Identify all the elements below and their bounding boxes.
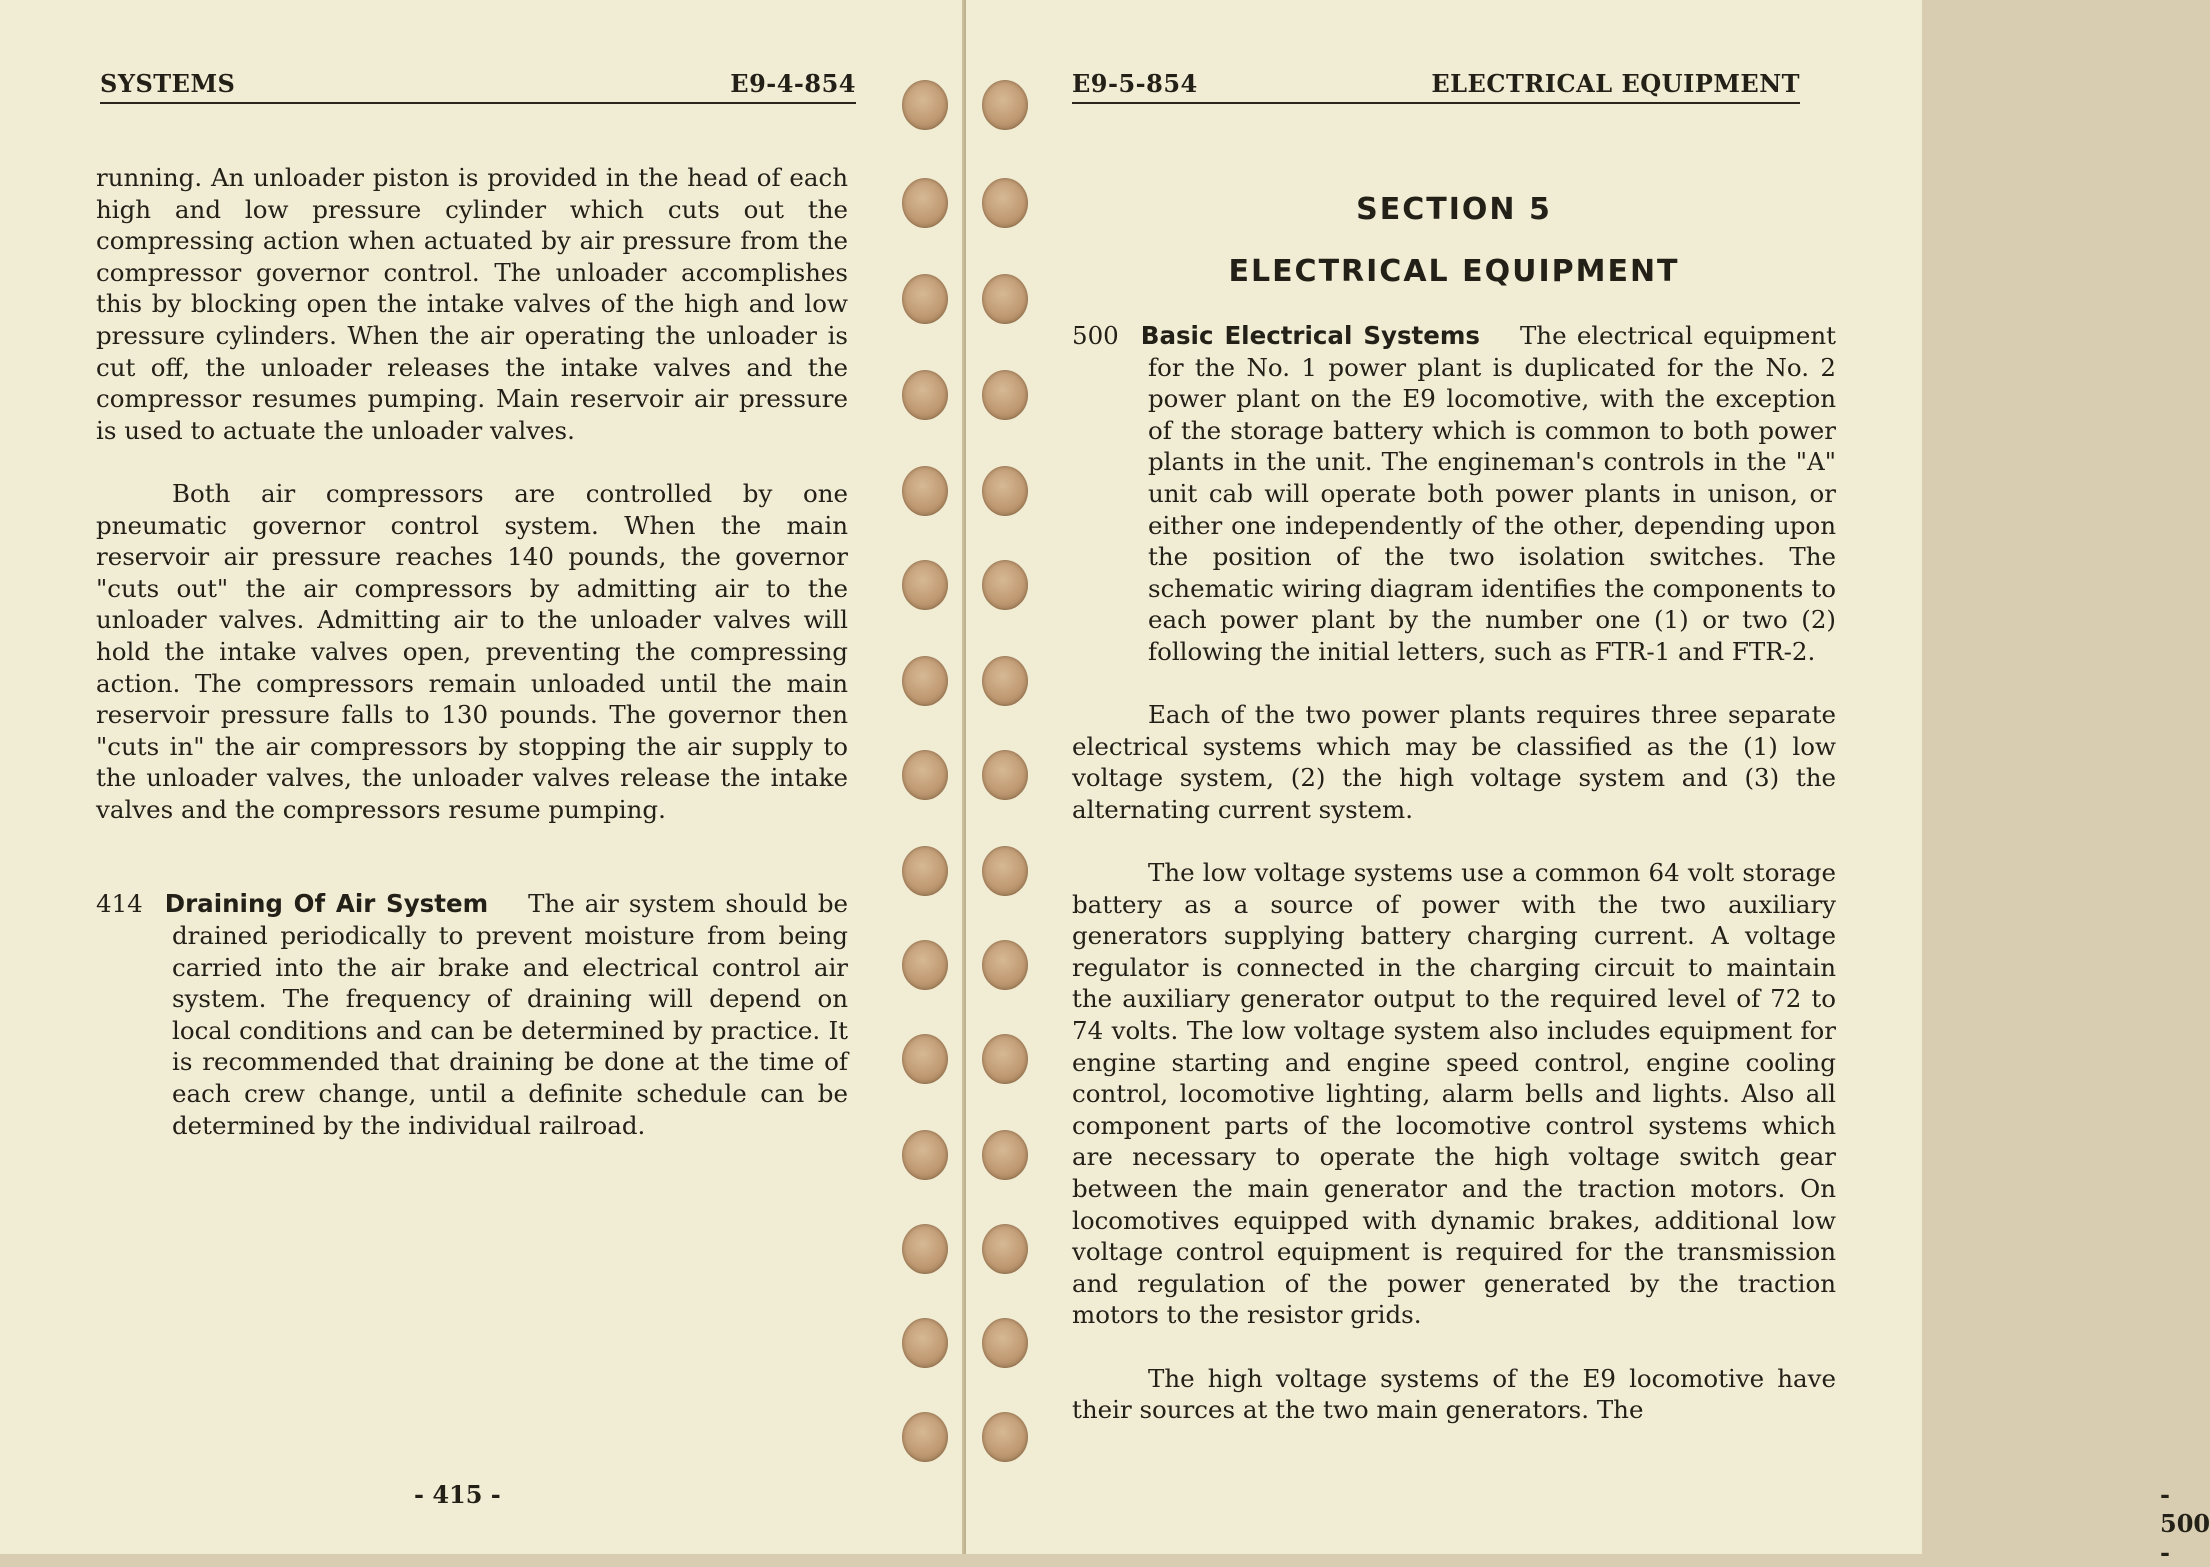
systems-paragraph: Each of the two power plants requires three separate electrical systems which may be classified as the (1) low voltage system, (2) the high voltage system and (3) the alternating current system. <box>1072 700 1836 824</box>
binder-hole <box>982 274 1028 324</box>
left-binder-holes <box>902 0 952 1554</box>
high-voltage-paragraph: The high voltage systems of the E9 locomotive have their sources at the two main generators. The <box>1072 1363 1836 1425</box>
section-500-number: 500 <box>1072 321 1119 350</box>
section-500-title: Basic Electrical Systems <box>1140 321 1480 350</box>
right-page-body <box>1072 190 1836 1426</box>
binder-hole <box>902 846 948 896</box>
binder-hole <box>982 466 1028 516</box>
binder-hole <box>982 560 1028 610</box>
binder-hole <box>902 750 948 800</box>
section-414-paragraph <box>96 888 848 1141</box>
binder-hole <box>982 1130 1028 1180</box>
binder-hole <box>902 466 948 516</box>
right-header-code: E9-5-854 <box>1072 69 1198 98</box>
low-voltage-paragraph: The low voltage systems use a common 64 volt storage battery as a source of power with the two auxiliary generators supplying battery charging current. A voltage regulator is connected in the charging circuit to maintain the auxiliary generator output to the required level of 72 to 74 volts. The low voltage system also includes equipment for engine starting and engine speed control, engine cooling control, locomotive lighting, alarm bells and lights. Also all component parts of the locomotive control systems which are necessary to operate the high voltage switch gear between the main generator and the traction motors. On locomotives equipped with dynamic brakes, additional low voltage control equipment is required for the transmission and regulation of the power generated by the traction motors to the resistor grids. <box>1072 858 1836 1330</box>
binder-hole <box>902 1130 948 1180</box>
right-header-section: ELECTRICAL EQUIPMENT <box>1431 69 1800 98</box>
binder-hole <box>982 750 1028 800</box>
section-500-paragraph <box>1072 320 1836 668</box>
governor-paragraph: Both air compressors are controlled by one pneumatic governor control system. When the main reservoir air pressure reaches 140 pounds, the governor "cuts out" the air compressors by admitting air to the unloader valves. Admitting air to the unloader valves will hold the intake valves open, preventing the compressing action. The compressors remain unloaded until the main reservoir pressure falls to 130 pounds. The governor then "cuts in" the air compressors by stopping the air supply to the unloader valves, the unloader valves release the intake valves and the compressors resume pumping. <box>96 478 848 824</box>
binder-hole <box>902 1224 948 1274</box>
binder-hole <box>982 940 1028 990</box>
binder-hole <box>982 80 1028 130</box>
section-414-number: 414 <box>96 889 143 919</box>
section-title-heading: ELECTRICAL EQUIPMENT <box>1228 254 1680 289</box>
section-414-title: Draining Of Air System <box>164 889 489 919</box>
right-page <box>966 0 2210 1567</box>
binder-hole <box>982 1224 1028 1274</box>
binder-hole <box>902 80 948 130</box>
section-number-heading: SECTION 5 <box>1356 192 1552 227</box>
section-500-text: The electrical equipment for the No. 1 power plant is duplicated for the No. 2 power plant on the E9 locomotive, with the exception of the storage battery which is common to both power plants in the unit. The engineman's controls in the "A" unit cab will operate both power plants in unison, or either one independently of the other, depending upon the position of the two isolation switches. The schematic wiring diagram identifies the components to each power plant by the number one (1) or two (2) following the initial letters, such as FTR-1 and FTR-2. <box>1148 321 1836 666</box>
binder-hole <box>982 178 1028 228</box>
binder-hole <box>982 370 1028 420</box>
right-page-number: - 500 - <box>2160 1480 2210 1567</box>
left-page-header <box>100 68 856 104</box>
binder-hole <box>902 274 948 324</box>
binder-hole <box>902 1412 948 1462</box>
binder-hole <box>902 370 948 420</box>
left-page-number: - 415 - <box>414 1480 501 1509</box>
binder-hole <box>982 1034 1028 1084</box>
left-page <box>0 0 964 1554</box>
binder-hole <box>902 656 948 706</box>
binder-hole <box>982 1412 1028 1462</box>
binder-hole <box>982 656 1028 706</box>
binder-hole <box>902 560 948 610</box>
right-binder-holes <box>982 0 1032 1554</box>
binder-hole <box>982 1318 1028 1368</box>
binder-hole <box>902 1318 948 1368</box>
binder-hole <box>902 1034 948 1084</box>
continued-paragraph: running. An unloader piston is provided in the head of each high and low pressure cylinder which cuts out the compressing action when actuated by air pressure from the compressor governor control. The unloader accomplishes this by blocking open the intake valves of the high and low pressure cylinders. When the air operating the unloader is cut off, the unloader releases the intake valves and the compressor resumes pumping. Main reservoir air pressure is used to actuate the unloader valves. <box>96 163 848 445</box>
right-page-header <box>1072 68 1800 104</box>
binder-hole <box>982 846 1028 896</box>
binder-hole <box>902 940 948 990</box>
binder-hole <box>902 178 948 228</box>
left-header-code: E9-4-854 <box>730 69 856 98</box>
left-page-body <box>96 162 848 1141</box>
left-header-section: SYSTEMS <box>100 69 236 98</box>
section-414-text: The air system should be drained periodically to prevent moisture from being carried into the air brake and electrical control air system. The frequency of draining will depend on local conditions and can be determined by practice. It is recommended that draining be done at the time of each crew change, until a definite schedule can be determined by the individual railroad. <box>172 889 848 1140</box>
